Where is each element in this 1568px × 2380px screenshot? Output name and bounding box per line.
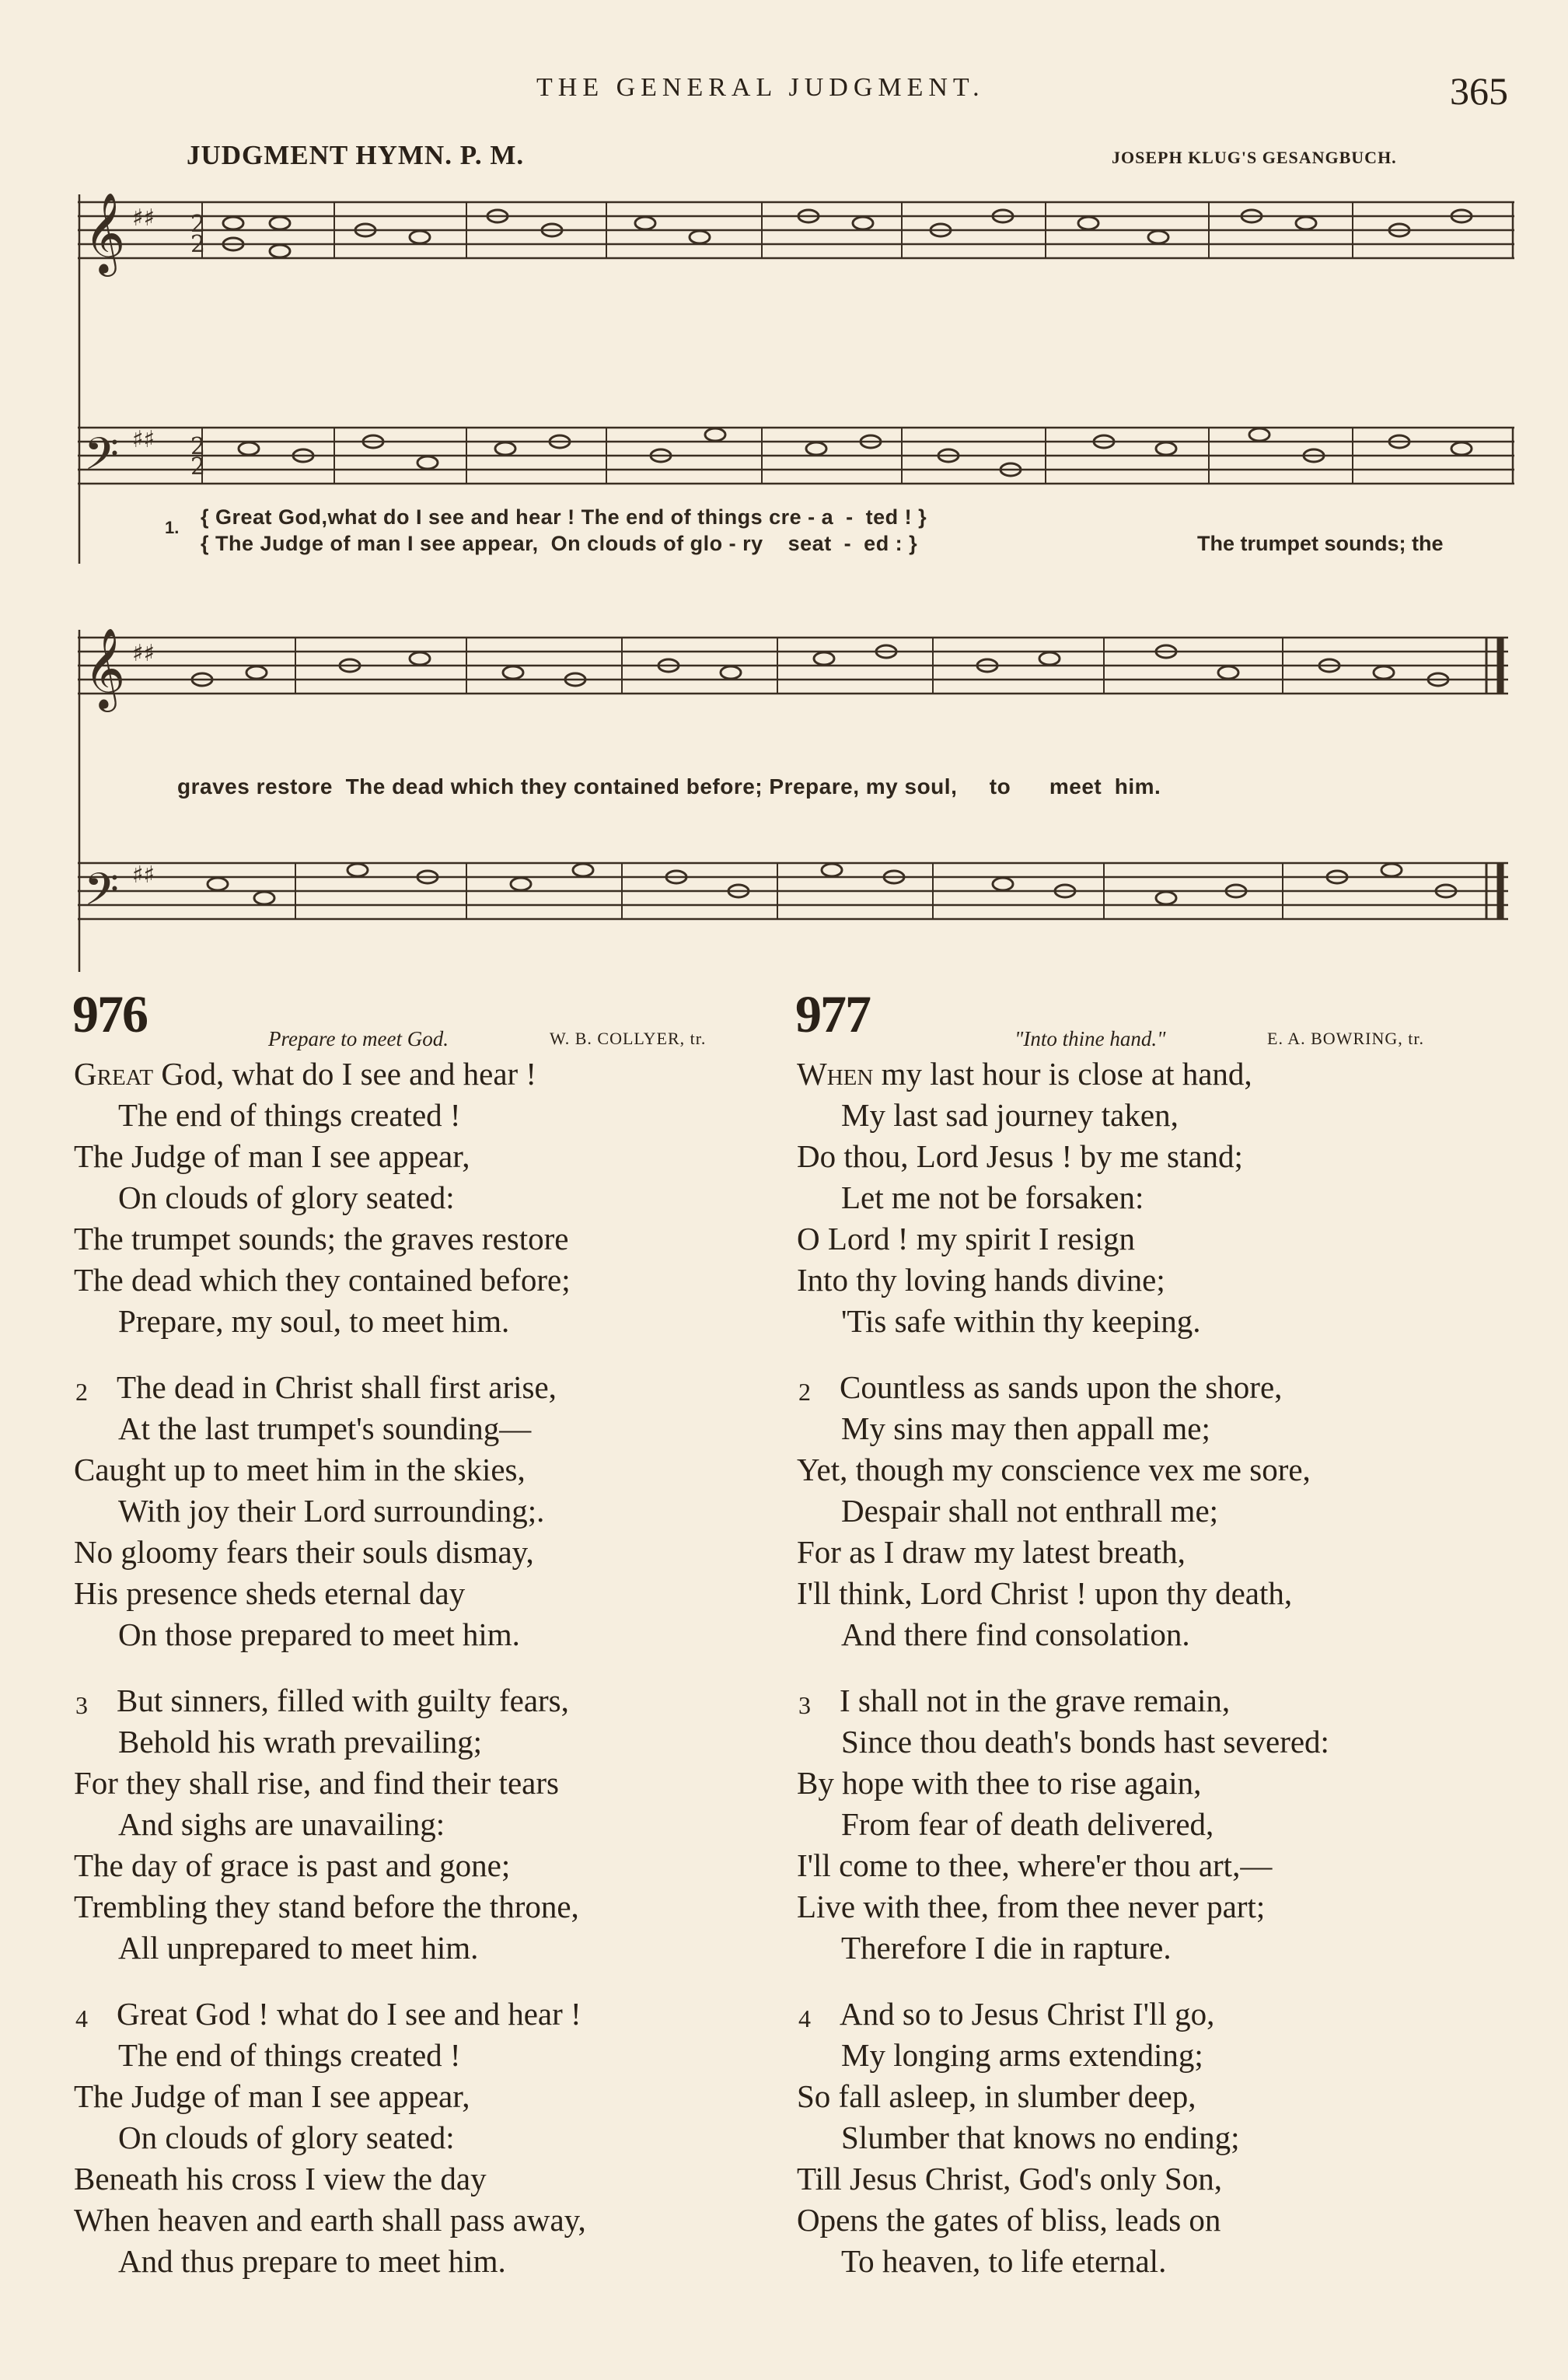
stanza-3: [74, 1680, 797, 1969]
stanza-4: [74, 1994, 797, 2282]
stanza-line: For they shall rise, and find their tears: [74, 1765, 559, 1801]
hymn-header: [74, 984, 797, 1054]
stanza-line: Behold his wrath prevailing;: [118, 1724, 482, 1760]
stanza-line: I shall not in the grave remain,: [840, 1683, 1231, 1718]
hymn-number: 976: [72, 984, 147, 1043]
stanza-line: Despair shall not enthrall me;: [841, 1493, 1219, 1529]
stanza-number: 3: [75, 1691, 88, 1719]
svg-text:2: 2: [190, 433, 206, 460]
stanza-line: Do thou, Lord Jesus ! by me stand;: [797, 1138, 1243, 1174]
svg-text:2: 2: [190, 453, 206, 481]
stanza-line: Great God, what do I see and hear !: [74, 1056, 537, 1092]
stanza-line: The end of things created !: [118, 2037, 461, 2073]
stanza-line: And thus prepare to meet him.: [118, 2243, 506, 2279]
svg-text:2: 2: [190, 211, 206, 238]
stanza-line: Into thy loving hands divine;: [797, 1262, 1165, 1298]
stanza-line: On clouds of glory seated:: [118, 2120, 455, 2155]
stanza-line: His presence sheds eternal day: [74, 1575, 466, 1611]
stanza-line: Opens the gates of bliss, leads on: [797, 2202, 1221, 2238]
stanza-2: [74, 1367, 797, 1655]
stanza-line: When my last hour is close at hand,: [797, 1056, 1252, 1092]
svg-text:♯♯: ♯♯: [132, 204, 155, 232]
stanza-line: Therefore I die in rapture.: [841, 1930, 1172, 1966]
stanza-line: O Lord ! my spirit I resign: [797, 1221, 1135, 1256]
stanza-line: My last sad journey taken,: [841, 1097, 1179, 1133]
stanza-line: On clouds of glory seated:: [118, 1180, 455, 1215]
stanza-line: With joy their Lord surrounding;.: [118, 1493, 545, 1529]
stanza-3: [797, 1680, 1520, 1969]
music-lyric-line-2: { The Judge of man I see appear, On clouds of glo - ry seat - ed : }: [201, 532, 918, 555]
tune-source: JOSEPH KLUG'S GESANGBUCH.: [1112, 148, 1397, 167]
hymn-author: E. A. BOWRING, tr.: [1267, 1029, 1424, 1048]
stanza-line: Let me not be forsaken:: [841, 1180, 1144, 1215]
running-head: [0, 68, 1568, 115]
stanza-line: Countless as sands upon the shore,: [840, 1369, 1283, 1405]
hymn-title: "Into thine hand.": [1014, 1027, 1166, 1050]
stanza-2: [797, 1367, 1520, 1655]
svg-text:𝄢: 𝄢: [84, 863, 120, 927]
stanza-line: 'Tis safe within thy keeping.: [841, 1303, 1201, 1339]
music-system-2: [0, 599, 1568, 980]
stanza-line: But sinners, filled with guilty fears,: [117, 1683, 569, 1718]
stanza-line: The end of things created !: [118, 1097, 461, 1133]
svg-text:𝄞: 𝄞: [84, 192, 126, 274]
tune-header: [0, 137, 1568, 176]
stanza-line: At the last trumpet's sounding—: [118, 1410, 532, 1446]
svg-text:♯♯: ♯♯: [132, 426, 155, 453]
stanza-line: Slumber that knows no ending;: [841, 2120, 1240, 2155]
stanza-line: My longing arms extending;: [841, 2037, 1203, 2073]
stanza-line: Yet, though my conscience vex me sore,: [797, 1452, 1311, 1487]
stanza-line: Great God ! what do I see and hear !: [117, 1996, 581, 2032]
stanza-line: To heaven, to life eternal.: [841, 2243, 1167, 2279]
stanza-line: Prepare, my soul, to meet him.: [118, 1303, 510, 1339]
music-lyric-line-2-continuation: The trumpet sounds; the: [1197, 532, 1444, 555]
stanza-number: 4: [75, 2004, 88, 2032]
stanza-1: [797, 1054, 1520, 1342]
page-number: 365: [1450, 69, 1508, 113]
stanza-line: For as I draw my latest breath,: [797, 1534, 1186, 1570]
hymn-author: W. B. COLLYER, tr.: [550, 1029, 707, 1048]
svg-text:♯♯: ♯♯: [132, 861, 155, 889]
stanza-line: The dead in Christ shall first arise,: [117, 1369, 557, 1405]
stanza-number: 2: [75, 1378, 88, 1406]
stanza-first-word: When: [797, 1056, 874, 1092]
svg-text:2: 2: [190, 231, 206, 258]
stanza-line: When heaven and earth shall pass away,: [74, 2202, 586, 2238]
stanza-line: I'll think, Lord Christ ! upon thy death,: [797, 1575, 1293, 1611]
stanza-line: All unprepared to meet him.: [118, 1930, 479, 1966]
svg-text:𝄞: 𝄞: [84, 627, 126, 709]
stanza-number: 4: [798, 2004, 811, 2032]
stanza-line: Beneath his cross I view the day: [74, 2161, 487, 2197]
stanza-line: The day of grace is past and gone;: [74, 1847, 511, 1883]
hymn-977: [797, 984, 1520, 2307]
stanza-number: 3: [798, 1691, 811, 1719]
stanza-4: [797, 1994, 1520, 2282]
tune-name: JUDGMENT HYMN. P. M.: [187, 140, 525, 170]
stanza-line: The Judge of man I see appear,: [74, 2078, 470, 2114]
stanza-line: By hope with thee to rise again,: [797, 1765, 1202, 1801]
stanza-line: So fall asleep, in slumber deep,: [797, 2078, 1196, 2114]
stanza-line: And there find consolation.: [841, 1616, 1190, 1652]
stanza-line: The Judge of man I see appear,: [74, 1138, 470, 1174]
hymn-976: [74, 984, 797, 2307]
stanza-line: On those prepared to meet him.: [118, 1616, 520, 1652]
stanza-first-word: Great: [74, 1056, 154, 1092]
stanza-line: The dead which they contained before;: [74, 1262, 571, 1298]
verse-marker: 1.: [165, 518, 180, 537]
stanza-line: Till Jesus Christ, God's only Son,: [797, 2161, 1222, 2197]
stanza-line: From fear of death delivered,: [841, 1806, 1214, 1842]
stanza-line: And so to Jesus Christ I'll go,: [840, 1996, 1215, 2032]
stanza-line: And sighs are unavailing:: [118, 1806, 445, 1842]
music-lyric-line-3: graves restore The dead which they contained before; Prepare, my soul, to meet him.: [177, 774, 1161, 799]
stanza-number: 2: [798, 1378, 811, 1406]
svg-text:𝄢: 𝄢: [84, 428, 120, 491]
hymn-header: [797, 984, 1520, 1054]
music-lyric-line-1: { Great God,what do I see and hear ! The end of things cre - a - ted ! }: [201, 505, 927, 529]
stanza-line: My sins may then appall me;: [841, 1410, 1210, 1446]
stanza-line: Live with thee, from thee never part;: [797, 1889, 1266, 1924]
stanza-line: Trembling they stand before the throne,: [74, 1889, 579, 1924]
stanza-line: I'll come to thee, where'er thou art,—: [797, 1847, 1273, 1883]
hymn-number: 977: [795, 984, 870, 1043]
hymn-title: Prepare to meet God.: [268, 1027, 449, 1050]
stanza-line: Since thou death's bonds hast severed:: [841, 1724, 1329, 1760]
running-title: THE GENERAL JUDGMENT.: [536, 73, 985, 102]
svg-text:♯♯: ♯♯: [132, 640, 155, 667]
stanza-1: [74, 1054, 797, 1342]
music-system-1: [0, 171, 1568, 575]
stanza-line: The trumpet sounds; the graves restore: [74, 1221, 569, 1256]
stanza-line: No gloomy fears their souls dismay,: [74, 1534, 534, 1570]
stanza-line: Caught up to meet him in the skies,: [74, 1452, 526, 1487]
